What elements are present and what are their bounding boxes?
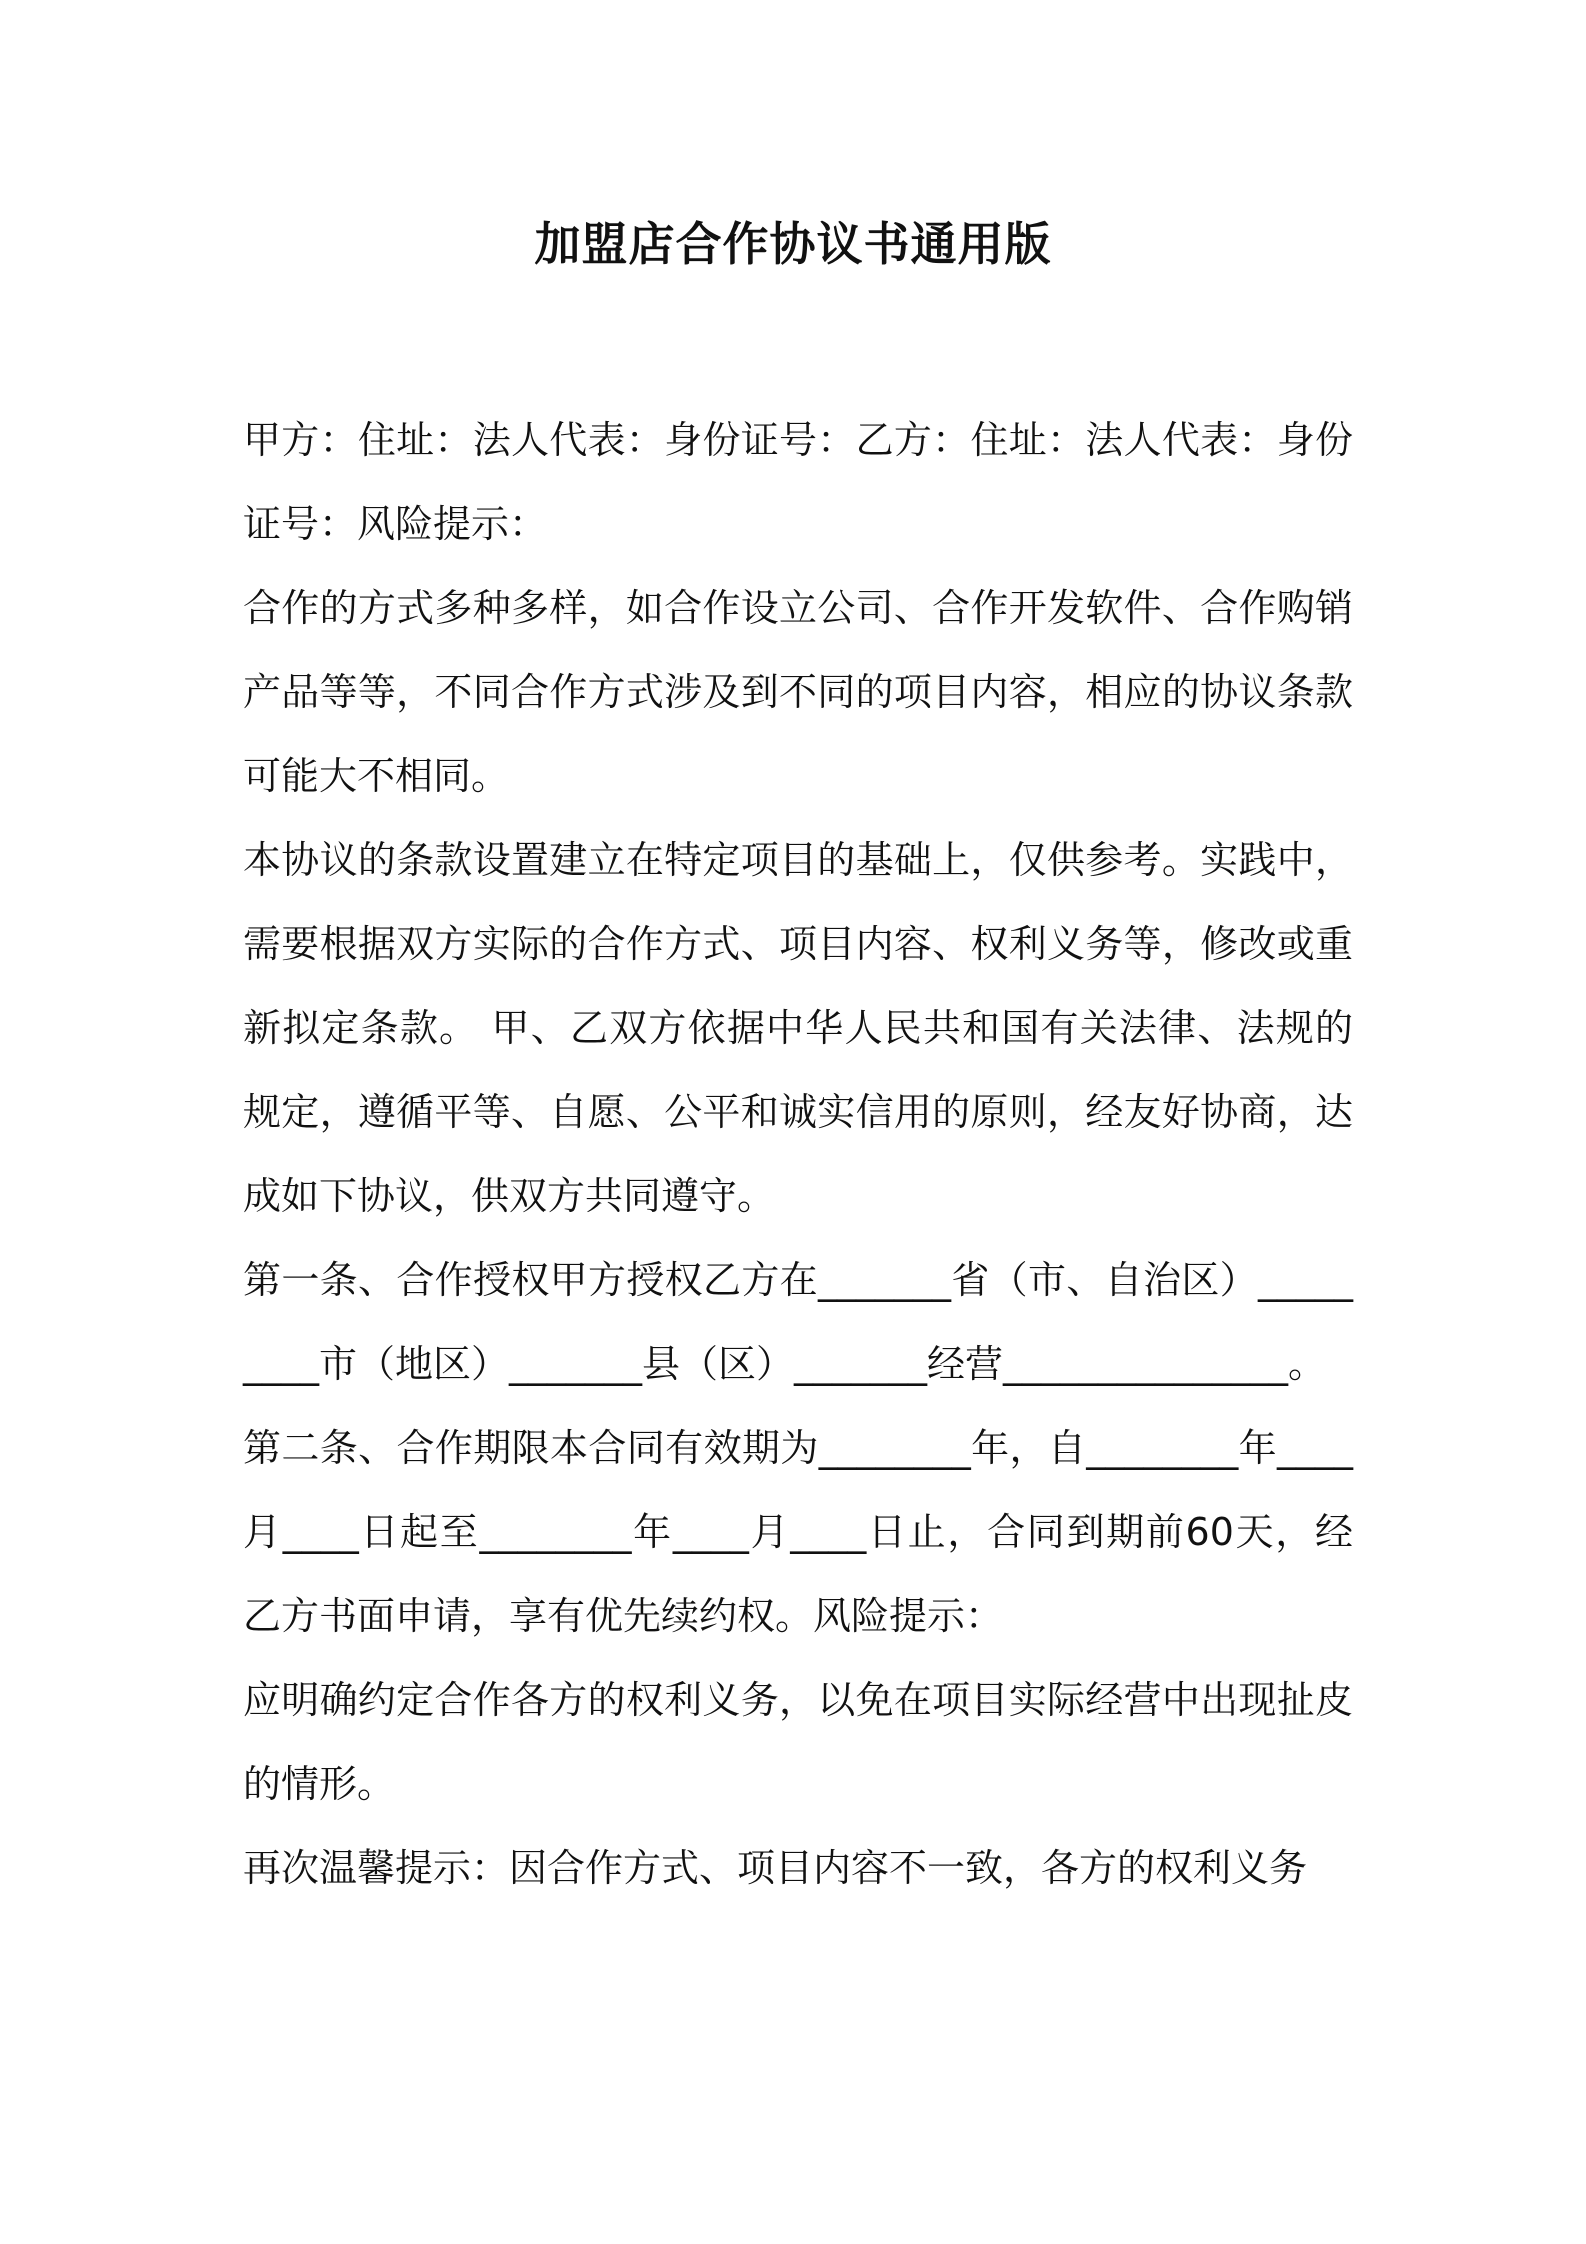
document-title: 加盟店合作协议书通用版 — [534, 217, 1052, 271]
document-body — [243, 398, 1353, 1910]
paragraph-reminder: 再次温馨提示：因合作方式、项目内容不一致，各方的权利义务 — [243, 1846, 1308, 1890]
paragraph-risk-note: 应明确约定合作各方的权利义务，以免在项目实际经营中出现扯皮的情形。 — [243, 1678, 1353, 1806]
paragraph-article-2: 第二条、合作期限本合同有效期为________年，自________年____月____日起至________年____月____日止，合同到期前60天，经乙方书面申请，享有优先续约权。风险提示： — [243, 1426, 1353, 1638]
paragraph-risk-intro: 合作的方式多种多样，如合作设立公司、合作开发软件、合作购销产品等等，不同合作方式涉及到不同的项目内容，相应的协议条款可能大不相同。 — [243, 586, 1353, 798]
paragraph-preamble: 本协议的条款设置建立在特定项目的基础上，仅供参考。实践中，需要根据双方实际的合作方式、项目内容、权利义务等，修改或重新拟定条款。 甲、乙双方依据中华人民共和国有关法律、法规的规定，遵循平等、自愿、公平和诚实信用的原则，经友好协商，达成如下协议，供双方共同遵守。 — [243, 838, 1353, 1218]
paragraph-parties: 甲方：住址：法人代表：身份证号：乙方：住址：法人代表：身份证号：风险提示： — [243, 418, 1353, 546]
paragraph-article-1: 第一条、合作授权甲方授权乙方在_______省（市、自治区）_________市（地区）_______县（区）_______经营_______________。 — [243, 1258, 1353, 1386]
